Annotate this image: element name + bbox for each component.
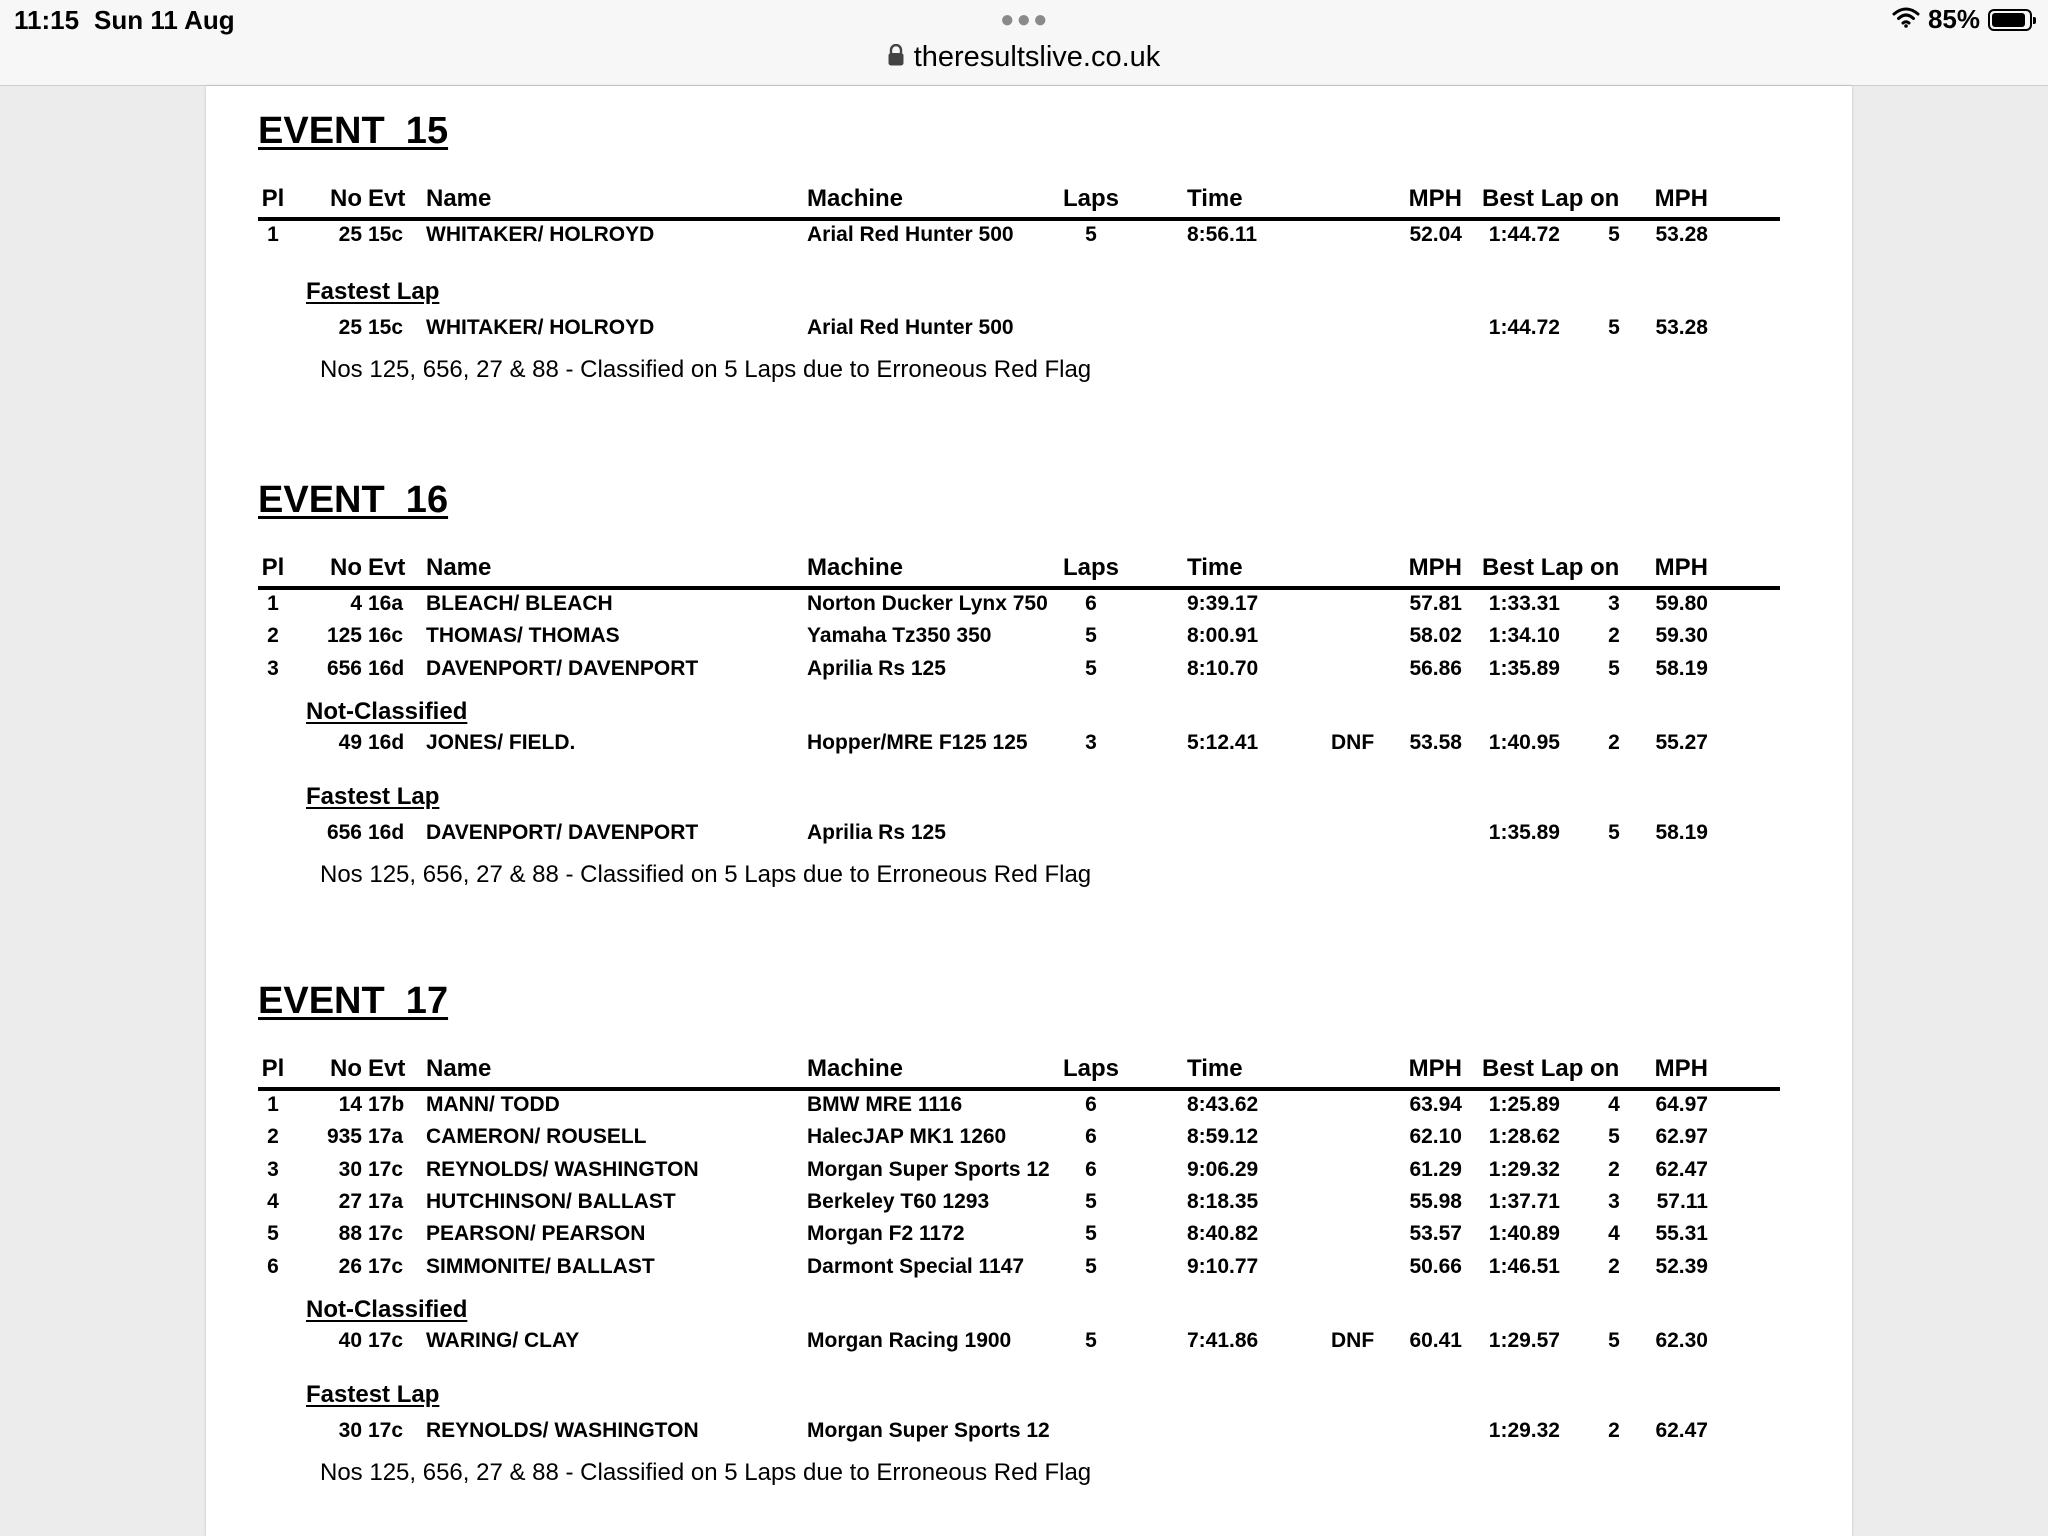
average-mph: 63.94 <box>1409 1093 1462 1116</box>
best-lap-time: 1:44.72 <box>1488 316 1560 340</box>
average-mph: 53.57 <box>1409 1222 1462 1246</box>
rider-number: 26 <box>338 1254 362 1278</box>
rider-names: JONES/ FIELD. <box>426 730 576 754</box>
header-no: No <box>330 554 362 581</box>
place: 5 <box>267 1222 279 1246</box>
race-time: 8:10.70 <box>1187 656 1259 680</box>
best-lap-time: 1:37.71 <box>1488 1189 1560 1213</box>
rider-number: 935 <box>326 1125 362 1149</box>
place: 6 <box>267 1254 279 1278</box>
laps: 5 <box>1085 1328 1097 1352</box>
result-row <box>206 223 1852 253</box>
best-lap-time: 1:35.89 <box>1488 821 1560 845</box>
event-class: 17c <box>368 1328 404 1352</box>
result-row <box>206 1222 1852 1252</box>
rider-names: SIMMONITE/ BALLAST <box>426 1254 655 1278</box>
place: 2 <box>267 624 279 648</box>
laps: 6 <box>1085 1157 1097 1181</box>
fastest-lap-heading: Fastest Lap <box>306 278 440 306</box>
laps: 5 <box>1085 1222 1097 1246</box>
best-lap-number: 2 <box>1608 1157 1620 1181</box>
best-lap-mph: 59.30 <box>1655 624 1708 648</box>
lock-icon <box>888 41 904 74</box>
rider-names: THOMAS/ THOMAS <box>426 624 620 648</box>
rider-names: DAVENPORT/ DAVENPORT <box>426 656 699 680</box>
laps: 6 <box>1085 592 1097 615</box>
best-lap-number: 3 <box>1608 592 1620 615</box>
rider-number: 656 <box>326 656 362 680</box>
rider-number: 88 <box>338 1222 362 1246</box>
rider-names: WHITAKER/ HOLROYD <box>426 316 655 340</box>
laps: 6 <box>1085 1125 1097 1149</box>
rider-names: HUTCHINSON/ BALLAST <box>426 1189 676 1213</box>
best-lap-time: 1:29.32 <box>1488 1157 1560 1181</box>
header-pl: Pl <box>261 1055 285 1082</box>
laps: 5 <box>1085 624 1097 648</box>
header-mph: MPH <box>1408 185 1462 212</box>
best-lap-time: 1:28.62 <box>1488 1125 1560 1149</box>
machine: Norton Ducker Lynx 750 <box>807 592 1048 615</box>
race-time: 8:18.35 <box>1187 1189 1259 1213</box>
event-class: 16a <box>368 592 404 615</box>
event-class: 17c <box>368 1254 404 1278</box>
header-name: Name <box>426 554 492 581</box>
results-document <box>206 86 1852 1536</box>
header-rule <box>258 217 1780 221</box>
header-evt: Evt <box>368 554 406 581</box>
header-rule <box>258 1087 1780 1091</box>
event-class: 17c <box>368 1222 404 1246</box>
event-class: 16d <box>368 821 405 845</box>
header-mph: MPH <box>1408 1055 1462 1082</box>
fastest-lap-heading: Fastest Lap <box>306 1381 440 1409</box>
result-row <box>206 1125 1852 1155</box>
average-mph: 56.86 <box>1409 656 1462 680</box>
machine: Morgan Racing 1900 <box>807 1328 1012 1352</box>
race-time: 8:00.91 <box>1187 624 1259 648</box>
fastest-lap-row <box>206 1419 1852 1449</box>
best-lap-time: 1:35.89 <box>1488 656 1560 680</box>
rider-names: DAVENPORT/ DAVENPORT <box>426 821 699 845</box>
best-lap-mph: 62.97 <box>1655 1125 1708 1149</box>
place: 4 <box>267 1189 279 1213</box>
result-row <box>206 1255 1852 1285</box>
battery-icon <box>1988 9 2032 31</box>
event-class: 17a <box>368 1189 404 1213</box>
header-rule <box>258 586 1780 590</box>
race-time: 8:59.12 <box>1187 1125 1259 1149</box>
header-evt: Evt <box>368 1055 406 1082</box>
header-time: Time <box>1187 554 1243 581</box>
event-class: 17c <box>368 1419 404 1443</box>
machine: Darmont Special 1147 <box>807 1254 1025 1278</box>
laps: 3 <box>1085 730 1097 754</box>
laps: 5 <box>1085 656 1097 680</box>
rider-names: MANN/ TODD <box>426 1093 560 1116</box>
rider-number: 30 <box>338 1157 362 1181</box>
wifi-icon <box>1892 4 1920 35</box>
rider-number: 49 <box>338 730 362 754</box>
best-lap-mph: 62.47 <box>1655 1157 1708 1181</box>
best-lap-mph: 59.80 <box>1655 592 1708 615</box>
best-lap-time: 1:44.72 <box>1488 223 1560 246</box>
event-class: 16c <box>368 624 404 648</box>
best-lap-mph: 57.11 <box>1656 1189 1708 1213</box>
average-mph: 52.04 <box>1409 223 1462 246</box>
result-row <box>206 1093 1852 1123</box>
dnf-status: DNF <box>1331 1328 1375 1352</box>
machine: HalecJAP MK1 1260 <box>807 1125 1007 1149</box>
rider-names: BLEACH/ BLEACH <box>426 592 613 615</box>
header-time: Time <box>1187 185 1243 212</box>
best-lap-mph: 62.47 <box>1655 1419 1708 1443</box>
place: 1 <box>267 1093 279 1116</box>
header-machine: Machine <box>807 554 904 581</box>
results-header <box>206 185 1852 219</box>
event-class: 17a <box>368 1125 404 1149</box>
machine: Morgan Super Sports 12 <box>807 1157 1050 1181</box>
race-time: 9:39.17 <box>1187 592 1259 615</box>
best-lap-time: 1:46.51 <box>1488 1254 1560 1278</box>
status-time: 11:15 <box>14 5 80 35</box>
best-lap-time: 1:34.10 <box>1488 624 1560 648</box>
event-title: EVENT 15 <box>258 110 449 152</box>
best-lap-mph: 58.19 <box>1655 656 1708 680</box>
rider-number: 4 <box>350 592 362 615</box>
best-lap-number: 5 <box>1608 1125 1620 1149</box>
dnf-status: DNF <box>1331 730 1375 754</box>
event-class: 16d <box>368 656 405 680</box>
rider-number: 14 <box>338 1093 362 1116</box>
event-class: 15c <box>368 316 404 340</box>
result-row <box>206 592 1852 622</box>
result-row <box>206 1158 1852 1188</box>
event-title: EVENT 17 <box>258 980 449 1022</box>
event-title: EVENT 16 <box>258 479 449 521</box>
browser-top-bar <box>0 0 2048 86</box>
best-lap-number: 5 <box>1608 1328 1620 1352</box>
header-name: Name <box>426 185 492 212</box>
not-classified-row <box>206 731 1852 761</box>
url-text: theresultslive.co.uk <box>913 40 1161 73</box>
machine: Arial Red Hunter 500 <box>807 223 1014 246</box>
header-pl: Pl <box>261 554 285 581</box>
event-note: Nos 125, 656, 27 & 88 - Classified on 5 Laps due to Erroneous Red Flag <box>320 1459 1092 1487</box>
header-best-lap-on: Best Lap on <box>1482 554 1620 581</box>
laps: 5 <box>1085 1189 1097 1213</box>
header-laps: Laps <box>1062 554 1119 581</box>
best-lap-number: 2 <box>1608 624 1620 648</box>
result-row <box>206 1190 1852 1220</box>
best-lap-number: 2 <box>1608 730 1620 754</box>
best-lap-time: 1:25.89 <box>1488 1093 1560 1116</box>
not-classified-heading: Not-Classified <box>306 697 468 725</box>
best-lap-mph: 52.39 <box>1655 1254 1708 1278</box>
rider-number: 30 <box>338 1419 362 1443</box>
rider-number: 656 <box>326 821 362 845</box>
address-bar[interactable] <box>0 40 2048 74</box>
header-pl: Pl <box>261 185 285 212</box>
machine: Arial Red Hunter 500 <box>807 316 1014 340</box>
rider-number: 27 <box>338 1189 362 1213</box>
status-indicators <box>1892 4 2032 35</box>
header-best-lap-on: Best Lap on <box>1482 1055 1620 1082</box>
best-lap-time: 1:29.32 <box>1488 1419 1560 1443</box>
machine: BMW MRE 1116 <box>807 1093 963 1116</box>
average-mph: 62.10 <box>1409 1125 1462 1149</box>
fastest-lap-heading: Fastest Lap <box>306 783 440 811</box>
place: 1 <box>267 592 279 615</box>
header-laps: Laps <box>1062 185 1119 212</box>
results-header <box>206 1055 1852 1089</box>
rider-names: CAMERON/ ROUSELL <box>426 1125 647 1149</box>
average-mph: 61.29 <box>1409 1157 1462 1181</box>
machine: Aprilia Rs 125 <box>807 656 946 680</box>
machine: Hopper/MRE F125 125 <box>807 730 1028 754</box>
average-mph: 57.81 <box>1409 592 1462 615</box>
result-row <box>206 624 1852 654</box>
machine: Berkeley T60 1293 <box>807 1189 990 1213</box>
best-lap-mph: 53.28 <box>1655 316 1708 340</box>
header-no: No <box>330 1055 362 1082</box>
best-lap-number: 5 <box>1608 223 1620 246</box>
best-lap-mph: 53.28 <box>1655 223 1708 246</box>
rider-number: 25 <box>338 316 362 340</box>
event-class: 17c <box>368 1157 404 1181</box>
best-lap-number: 5 <box>1608 656 1620 680</box>
not-classified-row <box>206 1329 1852 1359</box>
best-lap-mph: 55.27 <box>1655 730 1708 754</box>
race-time: 7:41.86 <box>1187 1328 1259 1352</box>
event-note: Nos 125, 656, 27 & 88 - Classified on 5 Laps due to Erroneous Red Flag <box>320 861 1092 889</box>
status-date: Sun 11 Aug <box>94 5 235 35</box>
race-time: 5:12.41 <box>1187 730 1259 754</box>
best-lap-number: 5 <box>1608 821 1620 845</box>
header-laps: Laps <box>1062 1055 1119 1082</box>
rider-names: REYNOLDS/ WASHINGTON <box>426 1157 699 1181</box>
race-time: 9:10.77 <box>1187 1254 1259 1278</box>
best-lap-number: 4 <box>1608 1222 1620 1246</box>
not-classified-heading: Not-Classified <box>306 1295 468 1323</box>
race-time: 8:43.62 <box>1187 1093 1259 1116</box>
average-mph: 53.58 <box>1409 730 1462 754</box>
average-mph: 50.66 <box>1409 1254 1462 1278</box>
header-best-mph: MPH <box>1654 1055 1708 1082</box>
header-mph: MPH <box>1408 554 1462 581</box>
best-lap-time: 1:40.95 <box>1488 730 1560 754</box>
more-dots-icon[interactable]: ●●● <box>1000 6 1050 33</box>
race-time: 8:56.11 <box>1187 223 1258 246</box>
best-lap-number: 2 <box>1608 1419 1620 1443</box>
fastest-lap-row <box>206 316 1852 346</box>
machine: Aprilia Rs 125 <box>807 821 946 845</box>
place: 3 <box>267 656 279 680</box>
results-header <box>206 554 1852 588</box>
average-mph: 60.41 <box>1409 1328 1462 1352</box>
best-lap-time: 1:29.57 <box>1488 1328 1560 1352</box>
header-no: No <box>330 185 362 212</box>
battery-percent: 85% <box>1927 4 1980 34</box>
event-class: 16d <box>368 730 405 754</box>
best-lap-mph: 62.30 <box>1655 1328 1708 1352</box>
best-lap-number: 4 <box>1608 1093 1620 1116</box>
best-lap-time: 1:33.31 <box>1488 592 1560 615</box>
header-time: Time <box>1187 1055 1243 1082</box>
header-name: Name <box>426 1055 492 1082</box>
place: 2 <box>267 1125 279 1149</box>
rider-number: 40 <box>338 1328 362 1352</box>
header-evt: Evt <box>368 185 406 212</box>
best-lap-time: 1:40.89 <box>1488 1222 1560 1246</box>
event-note: Nos 125, 656, 27 & 88 - Classified on 5 Laps due to Erroneous Red Flag <box>320 356 1092 384</box>
rider-number: 25 <box>338 223 362 246</box>
rider-names: REYNOLDS/ WASHINGTON <box>426 1419 699 1443</box>
race-time: 9:06.29 <box>1187 1157 1259 1181</box>
best-lap-number: 3 <box>1608 1189 1620 1213</box>
event-class: 17b <box>368 1093 405 1116</box>
laps: 5 <box>1085 1254 1097 1278</box>
machine: Morgan F2 1172 <box>807 1222 965 1246</box>
laps: 6 <box>1085 1093 1097 1116</box>
best-lap-mph: 55.31 <box>1655 1222 1708 1246</box>
best-lap-mph: 64.97 <box>1655 1093 1708 1116</box>
place: 1 <box>267 223 279 246</box>
header-machine: Machine <box>807 1055 904 1082</box>
rider-names: WHITAKER/ HOLROYD <box>426 223 655 246</box>
best-lap-mph: 58.19 <box>1655 821 1708 845</box>
header-best-lap-on: Best Lap on <box>1482 185 1620 212</box>
result-row <box>206 657 1852 687</box>
machine: Morgan Super Sports 12 <box>807 1419 1050 1443</box>
fastest-lap-row <box>206 821 1852 851</box>
race-time: 8:40.82 <box>1187 1222 1259 1246</box>
event-class: 15c <box>368 223 404 246</box>
average-mph: 55.98 <box>1409 1189 1462 1213</box>
rider-names: WARING/ CLAY <box>426 1328 580 1352</box>
best-lap-number: 2 <box>1608 1254 1620 1278</box>
average-mph: 58.02 <box>1409 624 1462 648</box>
header-best-mph: MPH <box>1654 185 1708 212</box>
best-lap-number: 5 <box>1608 316 1620 340</box>
machine: Yamaha Tz350 350 <box>807 624 992 648</box>
header-best-mph: MPH <box>1654 554 1708 581</box>
rider-number: 125 <box>326 624 362 648</box>
rider-names: PEARSON/ PEARSON <box>426 1222 646 1246</box>
place: 3 <box>267 1157 279 1181</box>
header-machine: Machine <box>807 185 904 212</box>
laps: 5 <box>1085 223 1097 246</box>
